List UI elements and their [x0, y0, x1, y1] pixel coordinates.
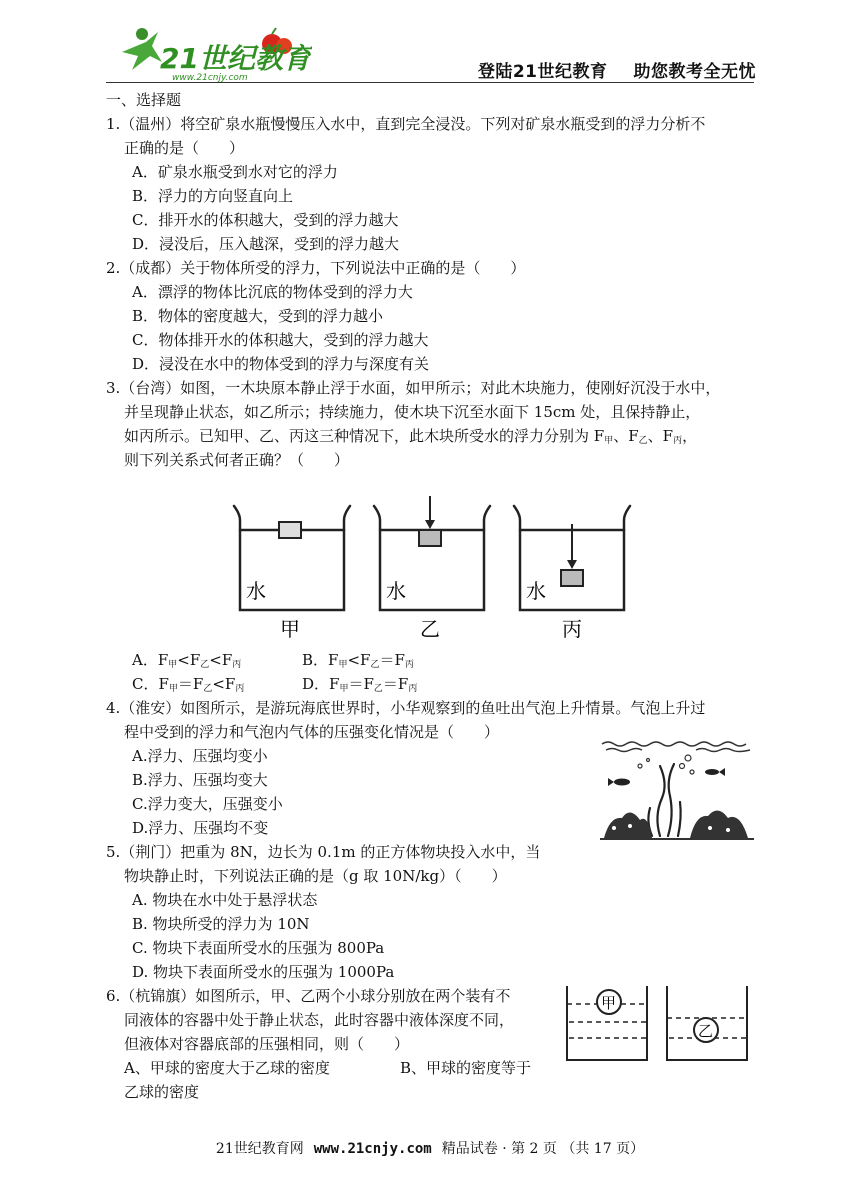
- q3-option-d: D．$F_甲=F_乙=F_丙$: [302, 675, 418, 694]
- slogan-left: 登陆21世纪教育: [477, 62, 608, 82]
- q6-option-b-cont: 乙球的密度: [124, 1083, 200, 1101]
- footer-site: 21世纪教育网: [215, 1141, 304, 1157]
- q5-option-b: B. 物块所受的浮力为 10N: [132, 915, 310, 933]
- q1-stem-1: 1.（温州）将空矿泉水瓶慢慢压入水中，直到完全浸没。下列对矿泉水瓶受到的浮力分析不: [106, 115, 706, 133]
- header-divider: [106, 82, 754, 83]
- fish-icon: [608, 768, 725, 786]
- q4-option-d: D.浮力、压强均不变: [132, 819, 269, 837]
- water-label-c: 水: [526, 579, 546, 603]
- q3-stem-1: 3.（台湾）如图，一木块原本静止浮于水面，如甲所示；对此木块施力，使刚好沉没于水中，: [106, 379, 721, 397]
- q1-option-d: D．浸没后，压入越深，受到的浮力越大: [132, 235, 400, 253]
- water-label-a: 水: [246, 579, 266, 603]
- q6-stem-1: 6.（杭锦旗）如图所示，甲、乙两个小球分别放在两个装有不: [106, 987, 511, 1005]
- seaweed-icon: [648, 764, 680, 836]
- bubbles-icon: [638, 755, 694, 774]
- q5-option-d: D. 物块下表面所受水的压强为 1000Pa: [132, 963, 395, 981]
- q3-option-a: A．$F_甲<F_乙<F_丙$: [132, 651, 242, 670]
- logo-graphic: [112, 24, 312, 82]
- figure-label-c: 丙: [562, 617, 582, 641]
- running-figure-icon: [122, 28, 162, 70]
- q2-stem: 2.（成都）关于物体所受的浮力，下列说法中正确的是（ ）: [106, 259, 526, 277]
- q6-option-b: B、甲球的密度等于: [400, 1059, 532, 1077]
- q6-stem-2: 同液体的容器中处于静止状态，此时容器中液体深度不同，: [124, 1011, 515, 1029]
- q6-option-a: A、甲球的密度大于乙球的密度: [124, 1059, 330, 1077]
- section-title: 一、选择题: [106, 91, 182, 109]
- logo-url: www.21cnjy.com: [172, 73, 248, 82]
- q2-option-b: B．物体的密度越大，受到的浮力越小: [132, 307, 384, 325]
- q3-option-c: C．$F_甲=F_乙<F_丙$: [132, 675, 245, 694]
- q2-option-d: D．浸没在水中的物体受到的浮力与深度有关: [132, 355, 430, 373]
- page-footer: [0, 1138, 860, 1158]
- q1-option-c: C．排开水的体积越大，受到的浮力越大: [132, 211, 399, 229]
- figure-label-a: 甲: [280, 617, 300, 641]
- q1-option-b: B．浮力的方向竖直向上: [132, 187, 294, 205]
- q5-stem-2: 物块静止时，下列说法正确的是（g 取 10N/kg）（ ）: [124, 867, 507, 885]
- ball-label-b: 乙: [698, 1022, 714, 1040]
- block-a: [279, 522, 301, 538]
- q3-stem-2: 并呈现静止状态，如乙所示；持续施力，使木块下沉至水面下 15cm 处，且保持静止，: [124, 403, 701, 421]
- slogan-right: 助您教考全无忧: [633, 62, 756, 82]
- q3-figure: [230, 492, 640, 642]
- q3-stem-4: 则下列关系式何者正确？（ ）: [124, 451, 350, 469]
- coral-icon: [604, 810, 748, 838]
- figure-label-b: 乙: [420, 617, 440, 641]
- block-b: [419, 530, 441, 546]
- q5-option-c: C. 物块下表面所受水的压强为 800Pa: [132, 939, 385, 957]
- q3-option-b: B．$F_甲<F_乙=F_丙$: [302, 651, 414, 670]
- q4-option-b: B.浮力、压强均变大: [132, 771, 268, 789]
- q2-option-c: C．物体排开水的体积越大，受到的浮力越大: [132, 331, 429, 349]
- q4-stem-2: 程中受到的浮力和气泡内气体的压强变化情况是（ ）: [124, 723, 500, 741]
- q4-figure: [600, 736, 754, 842]
- q4-option-c: C.浮力变大，压强变小: [132, 795, 283, 813]
- water-label-b: 水: [386, 579, 406, 603]
- ball-label-a: 甲: [601, 994, 617, 1012]
- q6-figure: [563, 984, 753, 1064]
- footer-page: 精品试卷 · 第 2 页 （共 17 页）: [441, 1141, 645, 1157]
- q6-stem-3: 但液体对容器底部的压强相同，则（ ）: [124, 1035, 410, 1053]
- q3-stem-3: 如丙所示。已知甲、乙、丙这三种情况下，此木块所受水的浮力分别为 $F_甲$、$F_乙$、$F_丙$，: [124, 427, 698, 446]
- q1-stem-2: 正确的是（ ）: [124, 139, 245, 157]
- water-surface-icon: [602, 742, 750, 752]
- q5-option-a: A. 物块在水中处于悬浮状态: [132, 891, 318, 909]
- q4-stem-1: 4.（淮安）如图所示，是游玩海底世界时，小华观察到的鱼吐出气泡上升情景。气泡上升过: [106, 699, 706, 717]
- q2-option-a: A．漂浮的物体比沉底的物体受到的浮力大: [132, 283, 413, 301]
- q1-option-a: A．矿泉水瓶受到水对它的浮力: [132, 163, 338, 181]
- footer-url[interactable]: www.21cnjy.com: [313, 1141, 432, 1157]
- logo: [112, 24, 312, 82]
- q5-stem-1: 5.（荆门）把重为 8N，边长为 0.1m 的正方体物块投入水中，当: [106, 843, 541, 861]
- logo-text: 21世纪教育: [160, 42, 311, 75]
- q4-option-a: A.浮力、压强均变小: [132, 747, 268, 765]
- header-slogan: [478, 57, 756, 82]
- block-c: [561, 570, 583, 586]
